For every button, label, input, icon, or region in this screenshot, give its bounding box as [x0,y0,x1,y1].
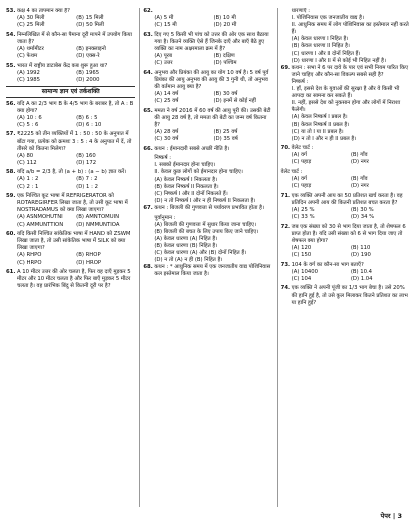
option: (D) एक्स-रे [76,53,100,60]
option: (A) 10 : 6 [17,114,42,121]
text-line: (C) या तो I या II प्रबल है। [291,128,344,135]
question-line [143,205,272,212]
text-line: पूर्वानुमान : [154,214,176,221]
question-number: 54. [6,31,16,38]
question-text: अनुभव और प्रियंका की आयु का योग 10 वर्ष है। 5 वर्ष पूर्व प्रियंका की आयु अनुभव की आयु की 3 गुनी थी, तो अनुभव की वर्तमान आयु क्या है? [154,69,269,90]
question-item [6,32,135,60]
question-number: 53. [6,8,16,14]
option: (C) 1985 [17,76,40,83]
option: (B) 160 [76,152,96,159]
options-grid [143,91,272,105]
question-item [281,224,410,259]
options-grid [6,214,135,228]
option: (C) HRPO [17,259,42,266]
option: (D) 50 मिली [76,22,104,29]
question-text: एक व्यक्ति अपनी आय का 50 प्रतिशत खर्च करता है। वह प्रतिदिन अपनी आय की कितनी प्रतिशत बचत करता है? [291,192,403,206]
text-line: (A) केवल धारणा I निहित है। [291,36,349,43]
text-line: धारणाएँ : [291,8,311,14]
option: (D) HROP [76,259,102,266]
options-grid [281,245,410,259]
question-item [281,193,410,221]
question-text: यदि a/b = 2/3 है, तो (a + b) : (a − b) ज्ञात करें। [17,169,127,176]
question-text: A 10 मीटर उत्तर की ओर चलता है, फिर वह दाएँ मुड़कर 5 मीटर और 10 मीटर चलता है और फिर बाएँ मुड़कर 5 मीटर चलता है। वह प्रारंभिक बिंदु से कितनी दूरी पर है? [17,269,131,290]
question-item [6,101,135,129]
option: (C) 25 मिली [17,22,45,29]
option: (C) पहाड़ [291,159,312,166]
text-line: (A) केवल धारणा (A) निहित है। [154,235,218,242]
option: (D) पश्चिम [213,60,237,67]
option: (B) 6 : 5 [76,114,98,121]
question-number: 55. [6,62,16,69]
option: (C) उत्तर [154,60,173,67]
question-item [6,63,135,84]
option: (A) 120 [291,245,312,251]
text-line: I. सबको ईमानदार होना चाहिए। [154,162,216,169]
option: (D) NMMUNTIOA [76,221,120,228]
option: (B) 7 : 2 [76,176,98,183]
question-line [6,231,135,252]
question-number: 73. [280,261,291,268]
question-number: 72. [280,223,291,230]
option: (C) फेथम [17,53,38,60]
option: (A) 10400 [291,268,318,275]
question-item [143,205,272,212]
options-grid [6,46,135,60]
question-item [6,131,135,166]
question-item [6,8,135,29]
question-text: जब एक संख्या को 30 से भाग दिया जाता है, तो शेषफल 6 प्राप्त होता है। यदि उसी संख्या को 6 से भाग दिया जाए तो शेषफल क्या होगा? [291,223,406,244]
question-line [281,285,410,306]
text-line: I. हाँ, इससे देश के युवाओं की सुरक्षा है और वे किसी भी आपदा का सामना कर सकते हैं। [291,86,400,100]
option: (B) AMNTOMUIN [76,214,120,221]
options-grid [6,176,135,190]
option: (A) 80 [17,152,34,159]
text-line: (B) बिजली की बचत के लिए उपाय किए जाने चाहिए। [154,228,259,235]
option: (D) 34 % [350,214,375,221]
option: (C) 33 % [291,214,315,221]
text-line: II. आधुनिक समय में लोग पोशिनिवास का इस्तेमाल नहीं करते हैं। [291,22,409,36]
question-item [281,285,410,306]
question-number: 57. [6,131,16,138]
text-line: (C) निष्कर्ष I और II दोनों निकलते हैं। [154,190,228,197]
option: (D) 6 : 10 [76,121,102,128]
option: (D) 172 [76,159,97,166]
question-text: कक्ष 4 का तापमान क्या है? [17,8,70,14]
option: (C) 5 : 6 [17,121,39,128]
option: (C) 112 [17,159,37,166]
question-line [143,32,272,53]
question-text: कथन : बिजली की गुणवत्ता से पर्यावरण प्रभावित होता है। [154,204,264,211]
text-line: (D) न तो (A) न ही (B) निहित है। [154,257,223,264]
option: (D) 190 [350,252,371,259]
question-item [143,8,272,29]
question-number: 66. [143,145,153,152]
question-number: 60. [6,231,16,238]
text-line: (A) बिजली की गुणवत्ता में सुधार किया जाना चाहिए। [154,221,256,228]
question-number: 67. [143,204,153,211]
question-68 [143,264,272,278]
text-line: (B) केवल निष्कर्ष II प्रबल है। [291,121,350,128]
option: (D) 2000 [76,76,100,83]
question-text: ममता ने वर्ष 2016 में 60 वर्ष की आयु पूरी की। उसकी बेटी की आयु 28 वर्ष है, तो ममता की बेटी का जन्म वर्ष कितना है? [154,107,271,128]
question-number: 70. [280,145,291,152]
option: (D) इनमें से कोई नहीं [213,98,256,105]
option: (C) 150 [291,252,312,259]
option: (B) गाँव [350,152,368,159]
question-line [143,146,272,153]
options-grid [6,252,135,266]
option: (A) 14 वर्ष [154,91,179,98]
options-grid [281,176,410,190]
question-item [6,231,135,266]
question-line [6,169,135,176]
question-text: निम्नलिखित में से कौन-सा पैमाना दूरी मापने में उपयोग किया जाता है? [17,31,132,45]
page-footer: पेपर | 3 [380,512,402,520]
option: (D) 1.04 [350,275,373,282]
option: (C) 104 [291,275,312,282]
question-text: दिए गए 5 किसी भी पांच को उत्तर की ओर एक साथ बैठाया गया है। कितने व्यक्ति ऐसे हैं जिनके दाएँ और बाएँ बैठे हुए व्यक्ति का नाम अक्षरमाला क्रम में है? [154,31,269,52]
question-item [6,193,135,228]
option: (A) 1 : 2 [17,176,39,183]
text-line: (A) केवल निष्कर्ष I प्रबल है। [291,114,348,121]
question-line [143,108,272,129]
text-line: (D) न तो I और न ही II प्रबल है। [291,135,357,142]
option: (D) नगर [350,183,369,190]
option: (C) 2 : 1 [17,183,39,190]
option: (B) RHOP [76,252,101,259]
text-line: II. नहीं, इससे देश को नुकसान होगा और लोगों में निराशा फैलेगी। [291,100,401,114]
option: (B) 25 वर्ष [213,129,238,135]
question-line [281,262,410,269]
column-1 [6,8,135,507]
option: (C) 15 मी [154,22,177,29]
option: (B) 1965 [76,69,100,76]
question-text: भारत में राष्ट्रीय डाटाबेस केंद्र कब शुरू हुआ था? [17,62,108,69]
text-line: I. पोशिनिवास एक जनजातीय वाद्य है। [291,15,364,22]
column-3 [277,8,410,507]
options-grid [6,70,135,84]
question-number: 65. [143,107,153,114]
question-line [143,70,272,91]
question-text: कथन : ईमानदारी सबसे अच्छी नीति है। [154,145,230,152]
question-text: वेलेट चार्ट : [280,169,303,176]
option: (A) वर्ग [291,152,308,159]
options-grid [281,152,410,166]
question-line [6,32,135,46]
text-line: (C) धारणा I और II दोनों निहित हैं। [291,50,361,57]
text-line: (D) न तो निष्कर्ष I और न ही निष्कर्ष II निकलता है। [154,197,256,204]
option: (A) RHPO [17,252,42,259]
question-item [281,169,410,190]
option: (A) थर्मामीटर [17,45,44,52]
option: (A) 25 % [291,207,315,214]
option: (C) 25 वर्ष [154,98,179,105]
question-line [6,269,135,290]
option: (B) 30 वर्ष [213,91,238,98]
option: (B) 10.4 [350,268,373,275]
question-number: 56. [6,100,16,107]
question-item [143,108,272,143]
option: (B) 110 [350,245,371,251]
option: (D) 1 : 2 [76,183,98,190]
question-text: कथन : सभा ने 6 पर दावे के पार एवं सभी नियम पारित किए जाने चाहिए और कौन-सा विकल्प सबसे सही है? [291,64,409,78]
option: (C) AMMUNTTION [17,221,64,228]
text-line: II. केवल कुछ लोगों को ईमानदार होना चाहिए। [154,169,243,176]
question-line [281,193,410,207]
question-text: यदि किसी निश्चित सांकेतिक भाषा में HAND को ZSWM लिखा जाता है, तो उसी सांकेतिक भाषा में SILK को क्या लिखा जाएगा? [17,231,131,252]
option: (D) 35 वर्ष [213,136,238,143]
option: (B) गाँव [350,176,368,183]
text-line: (B) केवल धारणा (B) निहित है। [154,242,218,249]
question-item [143,32,272,67]
question-number: 62. [143,8,153,14]
question-text: ₹2225 को तीन व्यक्तियों में 1 : 50 : 50 के अनुपात में बाँटा गया, प्रत्येक को क्रमशः 3 : 5 : 4 के अनुपात में दें, तो तीसरे को कितना मिलेगा? [17,131,132,152]
option: (B) 10 मी [213,15,236,22]
question-number: 61. [6,269,16,276]
text-line: (D) धारणा I और II में से कोई भी निहित नहीं है। [291,57,387,64]
options-grid [143,15,272,29]
option: (B) 15 मिली [76,15,104,22]
option: (C) 30 वर्ष [154,136,179,143]
question-text: कथन : * आधुनिक समय में एक जनजातीय वाद्य पोशिनिवास कल इस्तेमाल किया जाता है। [154,264,271,278]
options-grid [281,269,410,283]
question-item [281,145,410,166]
option: (A) 30 मिली [17,15,45,22]
question-number: 59. [6,193,16,200]
question-number: 71. [280,192,291,199]
question-line [6,63,135,70]
text-line: (B) केवल निष्कर्ष II निकलता है। [154,183,219,190]
option: (D) 20 मी [213,22,237,29]
option: (B) इनक्लाइनो [76,45,106,52]
question-text: यदि A का 2/3 भाग B के 4/5 भाग के बराबर है, तो A : B क्या होगा? [17,100,134,114]
question-text: एक निश्चित कूट भाषा में REFRIGERATOR को ROTAREGIRFER लिखा जाता है, तो उसी कूट भाषा में NOSTRADAMUS को क्या लिखा जाएगा? [17,193,128,214]
question-number: 68. [143,264,153,271]
options-grid [281,207,410,221]
question-number: 69. [280,64,291,71]
question-item [143,146,272,153]
options-grid [6,115,135,129]
question-text: 104 के वर्ग का कौन-सा भाग बताएँ? [291,261,364,268]
section-title: सामान्य ज्ञान एवं तर्कशक्ति [6,86,135,97]
question-line [6,193,135,214]
option: (C) पहाड़ [291,183,312,190]
question-number: 58. [6,169,16,176]
option: (D) नगर [350,159,369,166]
text-line: (C) केवल धारणा (A) और (B) दोनों निहित हैं। [154,250,247,256]
options-grid [143,53,272,67]
option: (A) 1992 [17,69,40,76]
question-number: 64. [143,69,153,76]
option: (A) वर्ग [291,176,308,183]
question-item [281,262,410,283]
options-grid [6,153,135,167]
question-item [6,169,135,190]
options-grid [143,129,272,143]
question-item [143,70,272,105]
question-text: एक व्यक्ति ने अपनी पूंजी का 1/3 भाग बेचा है। उसे 20% की हानि हुई है, तो उसे कुल मिलाकर कितने प्रतिशत का लाभ या हानि हुई? [291,285,408,306]
column-2 [139,8,272,507]
option: (A) ASNMOHUTNI [17,214,63,221]
option: (B) दक्षिण [213,53,235,60]
question-number: 74. [280,285,291,292]
question-line [281,224,410,245]
question-text: वेलेट चार्ट : [291,145,314,152]
text-line: निष्कर्ष : [154,155,172,162]
option: (A) पूरब [154,53,172,60]
question-line [6,101,135,115]
question-number: 63. [143,31,153,38]
text-line: निष्कर्ष : [291,78,309,85]
question-line [6,131,135,152]
text-line: (A) केवल निष्कर्ष I निकलता है। [154,176,218,183]
option: (A) 5 मी [154,15,174,22]
question-item [6,269,135,290]
options-grid [6,15,135,29]
option: (A) 28 वर्ष [154,129,179,135]
option: (B) 30 % [350,207,374,214]
question-69 [281,65,410,143]
text-line: (B) केवल धारणा II निहित है। [291,43,350,50]
